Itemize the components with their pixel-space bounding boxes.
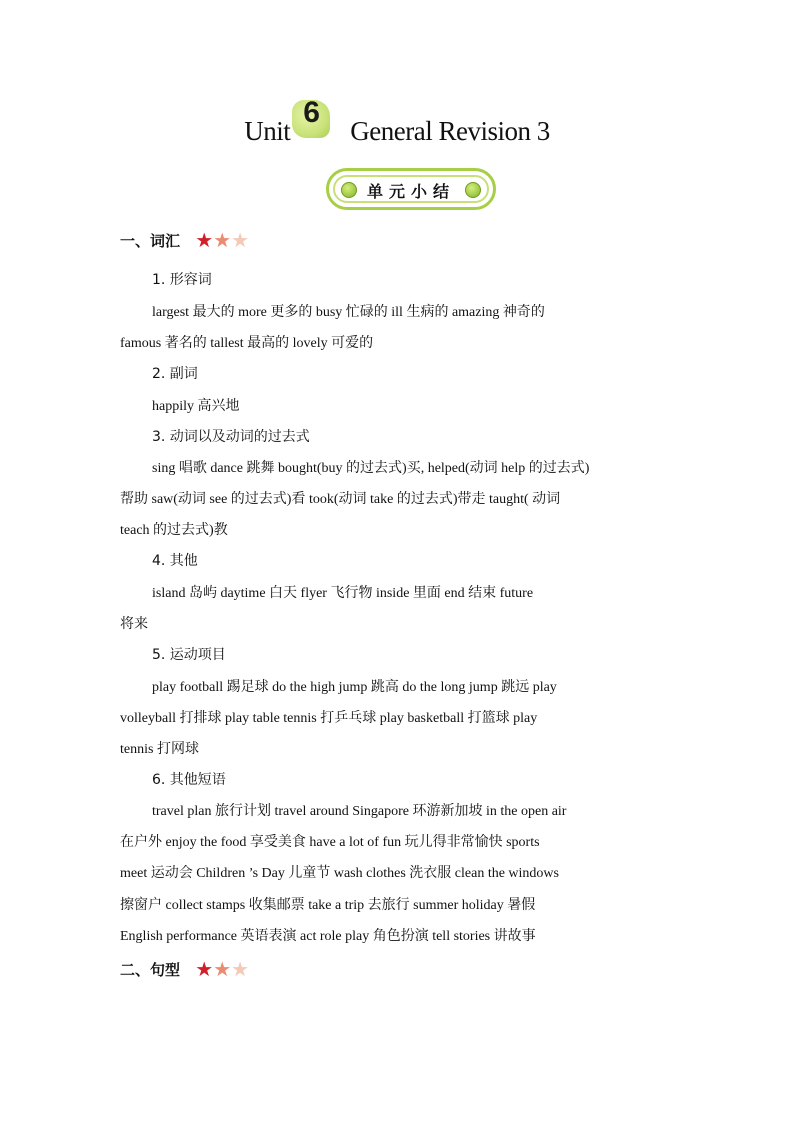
subheading-sports: 5. 运动项目 [152, 647, 226, 663]
vocab-line: travel plan 旅行计划 travel around Singapore 环游新加坡 in the open air [152, 804, 567, 819]
subheading-adverbs: 2. 副词 [152, 366, 198, 382]
vocab-line: 在户外 enjoy the food 享受美食 have a lot of fun 玩儿得非常愉快 sports [120, 835, 540, 850]
star-icon: ★ [231, 228, 250, 252]
subheading-phrases: 6. 其他短语 [152, 772, 226, 788]
badge-label: 单元小结 [366, 182, 455, 201]
page-title [0, 96, 794, 147]
vocab-line: 帮助 saw(动词 see 的过去式)看 took(动词 take 的过去式)带走 taught( 动词 [120, 492, 561, 507]
vocab-line: 擦窗户 collect stamps 收集邮票 take a trip 去旅行 summer holiday 暑假 [120, 898, 536, 913]
vocab-line: largest 最大的 more 更多的 busy 忙碌的 ill 生病的 amazing 神奇的 [152, 305, 545, 320]
vocab-line: famous 著名的 tallest 最高的 lovely 可爱的 [120, 336, 374, 351]
vocab-line: play football 踢足球 do the high jump 跳高 do the long jump 跳远 play [152, 680, 557, 695]
section-heading-vocabulary: 一、词汇 ★★★ [120, 228, 250, 252]
vocab-line: 将来 [120, 617, 148, 632]
star-icon: ★ [195, 957, 214, 981]
difficulty-stars [195, 230, 249, 251]
star-icon: ★ [213, 228, 232, 252]
unit-summary-badge [326, 168, 496, 210]
vocab-line: volleyball 打排球 play table tennis 打乒乓球 play basketball 打篮球 play [120, 711, 538, 726]
unit-number: 6 [303, 96, 320, 129]
vocab-line: sing 唱歌 dance 跳舞 bought(buy 的过去式)买, helped(动词 help 的过去式) [152, 461, 590, 476]
title-unit: Unit [244, 116, 291, 146]
vocab-line: teach 的过去式)教 [120, 523, 228, 538]
subheading-verbs: 3. 动词以及动词的过去式 [152, 429, 310, 445]
title-rest: General Revision 3 [350, 116, 550, 146]
vocab-line: tennis 打网球 [120, 742, 199, 757]
subheading-adjectives: 1. 形容词 [152, 272, 212, 288]
vocab-line: English performance 英语表演 act role play 角色扮演 tell stories 讲故事 [120, 929, 536, 944]
vocab-line: meet 运动会 Children ’s Day 儿童节 wash clothes 洗衣服 clean the windows [120, 866, 559, 881]
star-icon: ★ [213, 957, 232, 981]
star-icon: ★ [231, 957, 250, 981]
subheading-others: 4. 其他 [152, 553, 198, 569]
section-heading-sentences: 二、句型 ★★★ [120, 957, 250, 981]
vocab-line: happily 高兴地 [152, 399, 240, 414]
unit-number-badge [292, 96, 330, 138]
star-icon: ★ [195, 228, 214, 252]
difficulty-stars [195, 959, 249, 980]
vocab-line: island 岛屿 daytime 白天 flyer 飞行物 inside 里面 end 结束 future [152, 586, 534, 601]
